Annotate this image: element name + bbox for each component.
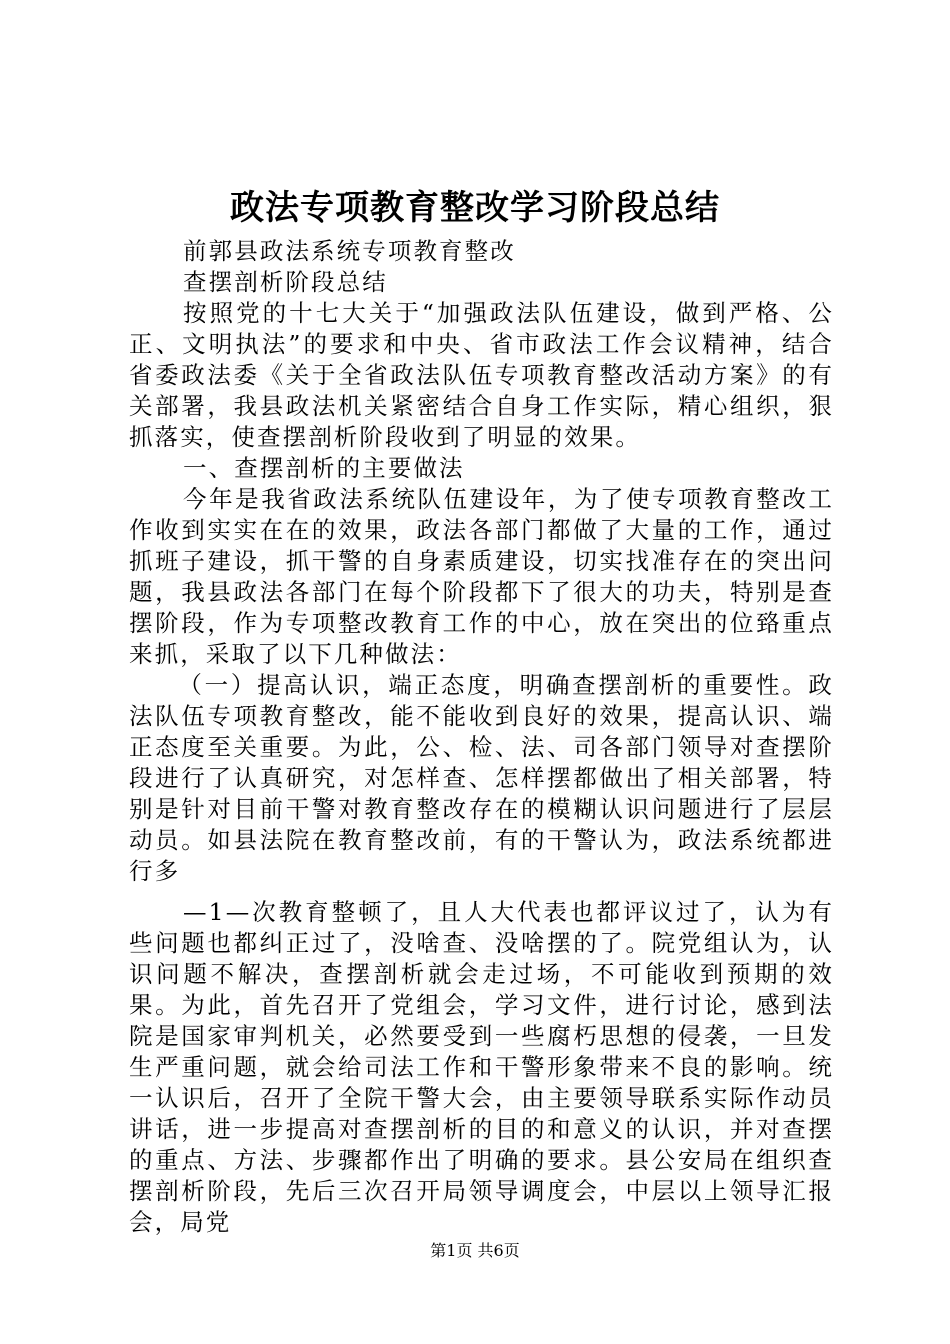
paragraph-background: 今年是我省政法系统队伍建设年，为了使专项教育整改工作收到实实在在的效果，政法各部门都做了大量的工作，通过抓班子建设，抓干警的自身素质建设，切实找准存在的突出问题，我县政法各部门在每个阶段都下了很大的功夫，特别是查摆阶段，作为专项整改教育工作的中心，放在突出的位臵重点来抓，采取了以下几种做法： (129, 485, 834, 668)
paragraph-point-one: （一）提高认识，端正态度，明确查摆剖析的重要性。政法队伍专项教育整改，能不能收到良好的效果，提高认识、端正态度至关重要。为此，公、检、法、司各部门领导对查摆阶段进行了认真研究，对怎样查、怎样摆都做出了相关部署，特别是针对目前干警对教育整改存在的模糊认识问题进行了层层动员。如县法院在教育整改前，有的干警认为，政法系统都进行多 (129, 671, 834, 885)
paragraph-subtitle-2: 查摆剖析阶段总结 (183, 268, 388, 296)
paragraph-intro: 按照党的十七大关于“加强政法队伍建设，做到严格、公正、文明执法”的要求和中央、省市政法工作会议精神，结合省委政法委《关于全省政法队伍专项教育整改活动方案》的有关部署，我县政法机关紧密结合自身工作实际，精心组织，狠抓落实，使查摆剖析阶段收到了明显的效果。 (129, 299, 834, 451)
paragraph-subtitle-1: 前郭县政法系统专项教育整改 (183, 237, 516, 265)
paragraph-continued: —1—次教育整顿了，且人大代表也都评议过了，认为有些问题也都纠正过了，没啥查、没啥摆的了。院党组认为，认识问题不解决，查摆剖析就会走过场，不可能收到预期的效果。为此，首先召开了党组会，学习文件，进行讨论，感到法院是国家审判机关，必然要受到一些腐朽思想的侵袭，一旦发生严重问题，就会给司法工作和干警形象带来不良的影响。统一认识后，召开了全院干警大会，由主要领导联系实际作动员讲话，进一步提高对查摆剖析的目的和意义的认识，并对查摆的重点、方法、步骤都作出了明确的要求。县公安局在组织查摆剖析阶段，先后三次召开局领导调度会，中层以上领导汇报会，局党 (129, 898, 834, 1236)
document-title: 政法专项教育整改学习阶段总结 (230, 188, 720, 228)
document-body (129, 236, 834, 1238)
page-number-footer: 第1页 共6页 (430, 1241, 520, 1260)
paragraph-section-heading: 一、查摆剖析的主要做法 (183, 454, 465, 482)
